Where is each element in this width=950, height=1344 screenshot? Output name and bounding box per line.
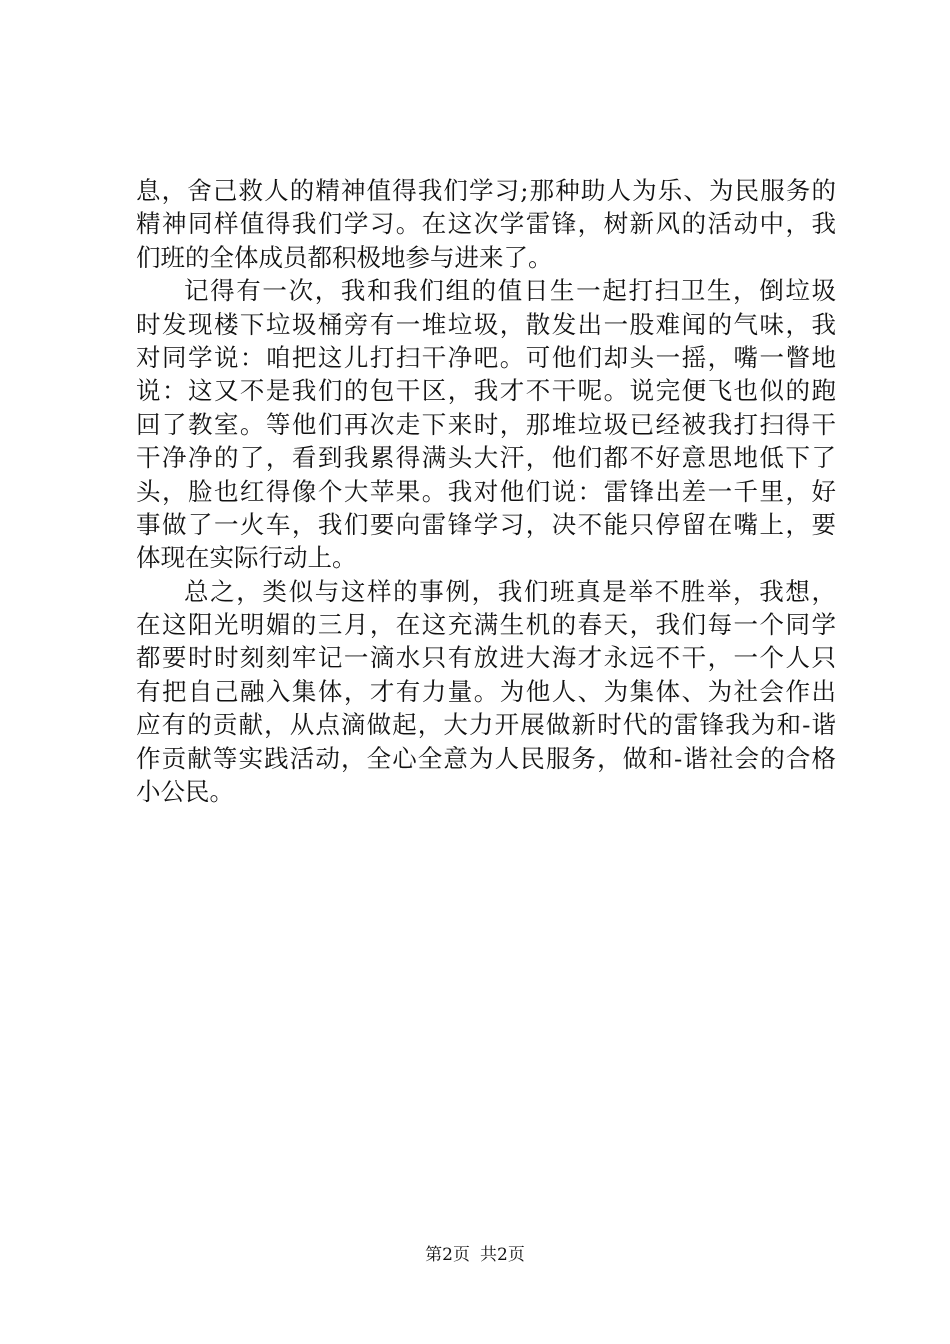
document-body — [136, 174, 836, 808]
text-line: 记得有一次，我和我们组的值日生一起打扫卫生，倒垃圾 — [184, 276, 836, 306]
text-line: 对同学说：咱把这儿打扫干净吧。可他们却头一摇，嘴一瞥地 — [136, 342, 836, 372]
text-line: 干净净的了，看到我累得满头大汗，他们都不好意思地低下了 — [136, 443, 836, 473]
text-line: 在这阳光明媚的三月，在这充满生机的春天，我们每一个同学 — [136, 610, 836, 640]
text-line: 事做了一火车，我们要向雷锋学习，决不能只停留在嘴上，要 — [136, 509, 836, 539]
page-footer — [0, 1243, 950, 1267]
text-line: 时发现楼下垃圾桶旁有一堆垃圾，散发出一股难闻的气味，我 — [136, 309, 836, 339]
text-line: 体现在实际行动上。 — [136, 543, 357, 573]
text-line: 有把自己融入集体，才有力量。为他人、为集体、为社会作出 — [136, 676, 836, 706]
text-line: 总之，类似与这样的事例，我们班真是举不胜举，我想， — [184, 576, 836, 606]
text-line: 们班的全体成员都积极地参与进来了。 — [136, 242, 553, 272]
text-line: 小公民。 — [136, 777, 234, 807]
text-line: 都要时时刻刻牢记一滴水只有放进大海才永远不干，一个人只 — [136, 643, 836, 673]
page-total: 共2页 — [480, 1245, 525, 1265]
text-line: 息，舍己救人的精神值得我们学习;那种助人为乐、为民服务的 — [136, 176, 836, 205]
page-number: 第2页 — [425, 1245, 470, 1265]
text-line: 精神同样值得我们学习。在这次学雷锋，树新风的活动中，我 — [136, 209, 836, 239]
text-line: 应有的贡献，从点滴做起，大力开展做新时代的雷锋我为和-谐 — [136, 710, 836, 740]
text-line: 头，脸也红得像个大苹果。我对他们说：雷锋出差一千里，好 — [136, 476, 836, 506]
text-line: 回了教室。等他们再次走下来时，那堆垃圾已经被我打扫得干 — [136, 409, 836, 439]
text-line: 作贡献等实践活动，全心全意为人民服务，做和-谐社会的合格 — [136, 743, 836, 773]
text-line: 说：这又不是我们的包干区，我才不干呢。说完便飞也似的跑 — [136, 376, 836, 406]
